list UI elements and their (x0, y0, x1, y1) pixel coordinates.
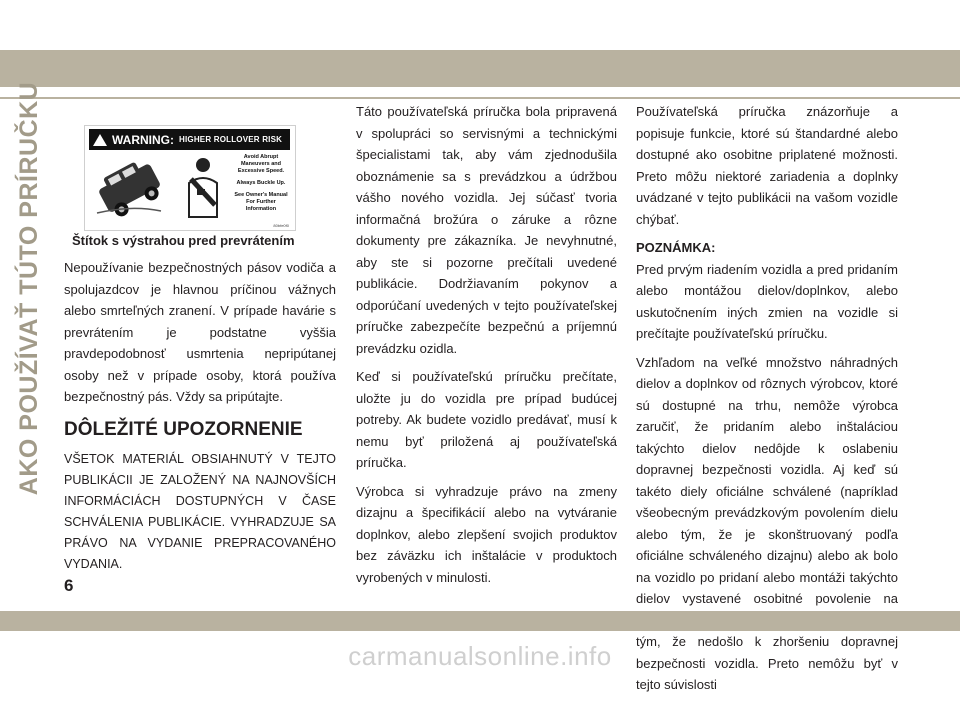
advice-line: See Owner's Manual For Further Information (234, 192, 288, 212)
rollover-car-illustration-icon (91, 153, 231, 219)
footer-stripe (0, 611, 960, 631)
advice-line: Avoid Abrupt Maneuvers and Excessive Speed. (237, 154, 285, 174)
important-notice-text: VŠETOK MATERIÁL OBSIAHNUTÝ V TEJTO PUBLIKÁCII JE ZALOŽENÝ NA NAJNOVŠÍCH INFORMÁCIÁCH DOSTUPNÝCH V ČASE SCHVÁLENIA PUBLIKÁCIE. VYHRADZUJE SA PRÁVO NA VYDANIE PREPRACOVANÉHO VYDANIA. (64, 451, 336, 571)
side-title-text: AKO POUŽÍVAŤ TÚTO PRÍRUČKU (15, 81, 44, 495)
side-section-title (12, 81, 48, 495)
manufacturer-rights-paragraph: Výrobca si vyhradzuje právo na zmeny dizajnu a špecifikácií alebo na vytváranie doplnkov, alebo zlepšení svojich produktov bez záväzku ich inštalácie v produktoch vyrobených v minulosti. (356, 483, 617, 585)
label-code: 80bfe0f0 (273, 223, 289, 228)
warning-advice (231, 154, 291, 218)
header-stripe (0, 50, 960, 87)
rollover-warning-label (84, 125, 296, 231)
column-1 (64, 257, 336, 582)
intro-paragraph: Táto používateľská príručka bola pripravená v spolupráci so servisnými a technickými špecialistami tak, aby vám zjednodušila oboznámenie sa s prevádzkou a údržbou vášho nového vozidla. Jej súčasť tvoria informačná brožúra o záruke a rôzne dokumenty pre zákazníka. Je nevyhnutné, aby ste si pozorne prečítali uvedené publikácie. Dodržiavaním pokynov a odporúčaní uvedených v tejto používateľskej príručke zabezpečíte bezpečnú a príjemnú prevádzku ozidla. (356, 104, 617, 356)
top-margin (0, 0, 960, 50)
warning-header (89, 129, 290, 150)
note-text: Pred prvým riadením vozidla a pred pridaním alebo montážou dielov/doplnkov, alebo uskutočnením iných zmien na vozidle si prečítajte používateľskú príručku. (636, 261, 898, 341)
page-number: 6 (64, 576, 74, 595)
header-rule (0, 97, 960, 99)
warning-word: WARNING: (112, 132, 174, 147)
warning-triangle-icon (93, 134, 107, 146)
seatbelt-paragraph: Nepoužívanie bezpečnostných pásov vodiča a spolujazdcov je hlavnou príčinou vážnych alebo smrteľných zranení. V prípade havárie s prevrátením je podstatne vyššia pravdepodobnosť usmrtenia nepripútanej osoby než v prípade osoby, ktorá používa bezpečnostný pás. Vždy sa pripútajte. (64, 260, 336, 404)
storage-paragraph: Keď si používateľskú príručku prečítate, uložte ju do vozidla pre prípad budúcej potreby. Ak budete vozidlo predávať, musí k nemu byť priložená aj používateľská príručka. (356, 369, 617, 470)
advice-line: Always Buckle Up. (236, 180, 286, 186)
note-label: POZNÁMKA: (636, 240, 716, 255)
parts-paragraph: Vzhľadom na veľké množstvo náhradných dielov a doplnkov od rôznych výrobcov, ktoré sú dostupné na trhu, nemôže výrobca zaručiť, že pridaním alebo inštaláciou takýchto dielov nedôjde k oslabeniu dopravnej bezpečnosti vozidla. Aj keď sú takéto diely oficiálne schválené (napríklad všeobecným prevádzkovým povolením dielu alebo tým, že je skonštruovaný podľa oficiálne schváleného dizajnu) alebo ak bolo na vozidlo po pridaní alebo montáži takýchto dielov vystavené osobitné povolenie na tým, že nedošlo k zhoršeniu dopravnej bezpečnosti vozidla. Preto nemôžu byť v tejto súvislosti (636, 354, 898, 692)
section-heading: DÔLEŽITÉ UPOZORNENIE (64, 418, 303, 440)
features-paragraph: Používateľská príručka znázorňuje a popisuje funkcie, ktoré sú štandardné alebo dostupné ako osobitne priplatené možnosti. Preto môžu niektoré zariadenia a doplnky uvádzané v tejto publikácii na vašom vozidle chýbať. (636, 104, 898, 227)
watermark: carmanualsonline.info (348, 641, 612, 671)
figure-caption: Štítok s výstrahou pred prevrátením (72, 233, 295, 248)
warning-subheading: HIGHER ROLLOVER RISK (179, 135, 283, 144)
column-2 (356, 101, 617, 595)
